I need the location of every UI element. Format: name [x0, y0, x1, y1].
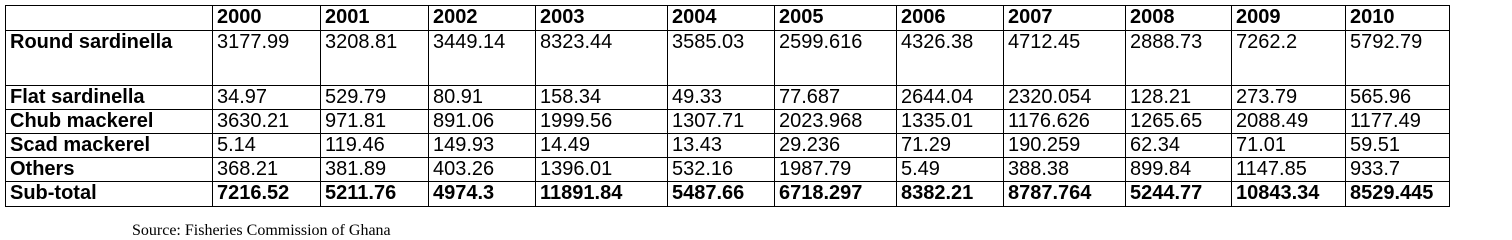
row-label: Others	[6, 158, 213, 182]
source-note: Source: Fisheries Commission of Ghana	[132, 222, 391, 239]
table-cell: 532.16	[668, 158, 775, 182]
table-cell: 1265.65	[1126, 110, 1232, 134]
row-label: Round sardinella	[6, 31, 213, 86]
table-cell: 1176.626	[1004, 110, 1126, 134]
table-cell: 381.89	[321, 158, 429, 182]
year-header-7: 2007	[1004, 6, 1126, 31]
year-header-6: 2006	[897, 6, 1004, 31]
table-cell: 933.7	[1346, 158, 1450, 182]
table-cell: 1987.79	[775, 158, 897, 182]
table-cell: 62.34	[1126, 134, 1232, 158]
row-label: Chub mackerel	[6, 110, 213, 134]
table-body	[6, 31, 1450, 207]
table-cell: 3208.81	[321, 31, 429, 86]
table-cell: 5.49	[897, 158, 1004, 182]
table-cell: 2023.968	[775, 110, 897, 134]
table-cell: 529.79	[321, 86, 429, 110]
table-cell: 8323.44	[536, 31, 668, 86]
table-cell: 77.687	[775, 86, 897, 110]
table-cell: 7216.52	[213, 182, 321, 207]
table-cell: 5211.76	[321, 182, 429, 207]
year-header-3: 2003	[536, 6, 668, 31]
table-cell: 891.06	[429, 110, 536, 134]
header-row	[6, 6, 1450, 31]
table-cell: 59.51	[1346, 134, 1450, 158]
table-cell: 368.21	[213, 158, 321, 182]
table-cell: 2888.73	[1126, 31, 1232, 86]
table-cell: 80.91	[429, 86, 536, 110]
table-cell: 1147.85	[1232, 158, 1346, 182]
table-cell: 4974.3	[429, 182, 536, 207]
table-cell: 10843.34	[1232, 182, 1346, 207]
table-cell: 5487.66	[668, 182, 775, 207]
table-cell: 190.259	[1004, 134, 1126, 158]
table-cell: 8787.764	[1004, 182, 1126, 207]
table-cell: 3585.03	[668, 31, 775, 86]
year-header-2: 2002	[429, 6, 536, 31]
table-cell: 128.21	[1126, 86, 1232, 110]
table-cell: 11891.84	[536, 182, 668, 207]
table-cell: 29.236	[775, 134, 897, 158]
table-cell: 2320.054	[1004, 86, 1126, 110]
table-row	[6, 110, 1450, 134]
table-cell: 8529.445	[1346, 182, 1450, 207]
table-cell: 71.01	[1232, 134, 1346, 158]
table-cell: 273.79	[1232, 86, 1346, 110]
table-cell: 2599.616	[775, 31, 897, 86]
table-row	[6, 86, 1450, 110]
table-cell: 119.46	[321, 134, 429, 158]
year-header-0: 2000	[213, 6, 321, 31]
table-cell: 2088.49	[1232, 110, 1346, 134]
table-cell: 3177.99	[213, 31, 321, 86]
table-cell: 4712.45	[1004, 31, 1126, 86]
table-row	[6, 158, 1450, 182]
table-cell: 1307.71	[668, 110, 775, 134]
table-row	[6, 31, 1450, 86]
table-cell: 5792.79	[1346, 31, 1450, 86]
table-row	[6, 182, 1450, 207]
table-cell: 8382.21	[897, 182, 1004, 207]
table-cell: 3630.21	[213, 110, 321, 134]
corner-cell	[6, 6, 213, 31]
year-header-5: 2005	[775, 6, 897, 31]
row-label: Flat sardinella	[6, 86, 213, 110]
table-cell: 1999.56	[536, 110, 668, 134]
table-cell: 14.49	[536, 134, 668, 158]
table-cell: 899.84	[1126, 158, 1232, 182]
table-cell: 1396.01	[536, 158, 668, 182]
table-cell: 7262.2	[1232, 31, 1346, 86]
table-cell: 13.43	[668, 134, 775, 158]
row-label: Sub-total	[6, 182, 213, 207]
table-cell: 388.38	[1004, 158, 1126, 182]
row-label: Scad mackerel	[6, 134, 213, 158]
year-header-10: 2010	[1346, 6, 1450, 31]
year-header-8: 2008	[1126, 6, 1232, 31]
table-cell: 971.81	[321, 110, 429, 134]
table-row	[6, 134, 1450, 158]
fish-catch-table	[5, 5, 1450, 207]
table-cell: 34.97	[213, 86, 321, 110]
table-cell: 6718.297	[775, 182, 897, 207]
table-cell: 71.29	[897, 134, 1004, 158]
table-cell: 4326.38	[897, 31, 1004, 86]
table-cell: 565.96	[1346, 86, 1450, 110]
table-cell: 403.26	[429, 158, 536, 182]
table-cell: 5244.77	[1126, 182, 1232, 207]
table-cell: 158.34	[536, 86, 668, 110]
table-cell: 1177.49	[1346, 110, 1450, 134]
table-cell: 3449.14	[429, 31, 536, 86]
table-cell: 1335.01	[897, 110, 1004, 134]
table-cell: 2644.04	[897, 86, 1004, 110]
year-header-4: 2004	[668, 6, 775, 31]
table-cell: 49.33	[668, 86, 775, 110]
table-cell: 5.14	[213, 134, 321, 158]
year-header-9: 2009	[1232, 6, 1346, 31]
table-cell: 149.93	[429, 134, 536, 158]
year-header-1: 2001	[321, 6, 429, 31]
